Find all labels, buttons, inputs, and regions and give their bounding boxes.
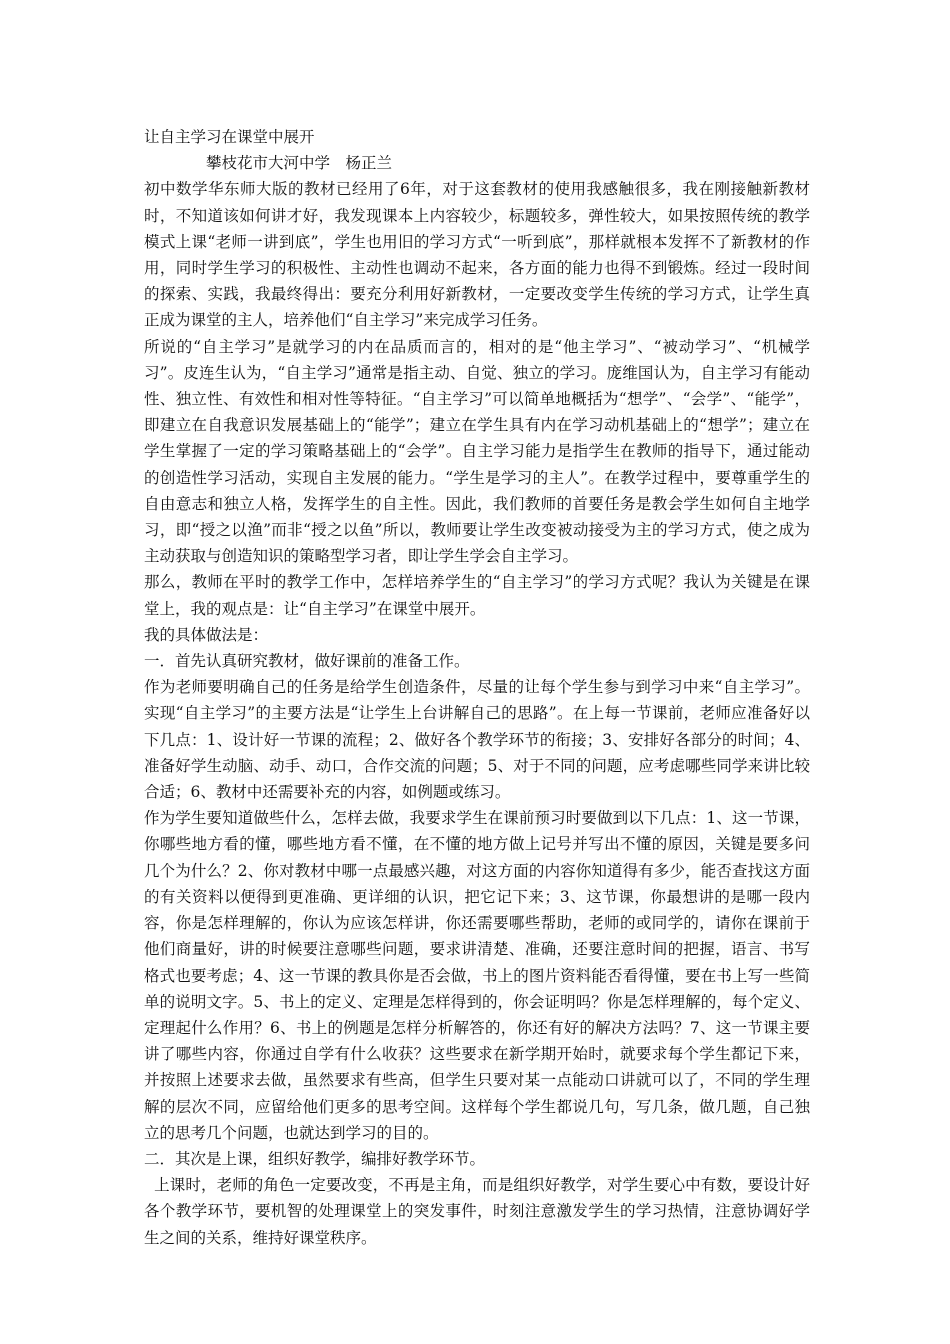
paragraph-question: 那么，教师在平时的教学工作中，怎样培养学生的“自主学习”的学习方式呢？我认为关键是在课堂上，我的观点是：让“自主学习”在课堂中展开。 <box>144 573 810 618</box>
paragraph-intro: 初中数学华东师大版的教材已经用了6年，对于这套教材的使用我感触很多，我在刚接触新教材时，不知道该如何讲才好，我发现课本上内容较少，标题较多，弹性较大，如果按照传统的教学模式上课“老师一讲到底”，学生也用旧的学习方式“一听到底”，那样就根本发挥不了新教材的作用，同时学生学习的积极性、主动性也调动不起来，各方面的能力也得不到锻炼。经过一段时间的探索、实践，我最终得出：要充分利用好新教材，一定要改变学生传统的学习方式，让学生真正成为课堂的主人，培养他们“自主学习”来完成学习任务。 <box>144 180 810 330</box>
document-page <box>144 124 810 1251</box>
paragraph-student-prep: 作为学生要知道做些什么，怎样去做，我要求学生在课前预习时要做到以下几点：1、这一节课，你哪些地方看的懂，哪些地方看不懂，在不懂的地方做上记号并写出不懂的原因，关键是要多问几个为什么？2、你对教材中哪一点最感兴趣，对这方面的内容你知道得有多少，能否查找这方面的有关资料以便得到更准确、更详细的认识，把它记下来；3、这节课，你最想讲的是哪一段内容，你是怎样理解的，你认为应该怎样讲，你还需要哪些帮助，老师的或同学的，请你在课前于他们商量好，讲的时候要注意哪些问题，要求讲清楚、准确，还要注意时间的把握，语言、书写格式也要考虑；4、这一节课的教具你是否会做，书上的图片资料能否看得懂，要在书上写一些简单的说明文字。5、书上的定义、定理是怎样得到的，你会证明吗？你是怎样理解的，每个定义、定理起什么作用？6、书上的例题是怎样分析解答的，你还有好的解决方法吗？7、这一节课主要讲了哪些内容，你通过自学有什么收获？这些要求在新学期开始时，就要求每个学生都记下来，并按照上述要求去做，虽然要求有些高，但学生只要对某一点能动口讲就可以了，不同的学生理解的层次不同，应留给他们更多的思考空间。这样每个学生都说几句，写几条，做几题，自己独立的思考几个问题，也就达到学习的目的。 <box>144 809 810 1142</box>
section-heading-2: 二．其次是上课，组织好教学，编排好教学环节。 <box>144 1149 486 1168</box>
paragraph-class-organization: 上课时，老师的角色一定要改变，不再是主角，而是组织好教学，对学生要心中有数，要设计好各个教学环节，要机智的处理课堂上的突发事件，时刻注意激发学生的学习热情，注意协调好学生之间的关系，维持好课堂秩序。 <box>144 1176 810 1247</box>
paragraph-definition: 所说的“自主学习”是就学习的内在品质而言的，相对的是“他主学习”、“被动学习”、“机械学习”。皮连生认为，“自主学习”通常是指主动、自觉、独立的学习。庞维国认为，自主学习有能动性、独立性、有效性和相对性等特征。“自主学习”可以简单地概括为“想学”、“会学”、“能学”，即建立在自我意识发展基础上的“能学”；建立在学生具有内在学习动机基础上的“想学”；建立在学生掌握了一定的学习策略基础上的“会学”。自主学习能力是指学生在教师的指导下，通过能动的创造性学习活动，实现自主发展的能力。“学生是学习的主人”。在教学过程中，要尊重学生的自由意志和独立人格，发挥学生的自主性。因此，我们教师的首要任务是教会学生如何自主地学习，即“授之以渔”而非“授之以鱼”所以，教师要让学生改变被动接受为主的学习方式，使之成为主动获取与创造知识的策略型学习者，即让学生学会自主学习。 <box>144 337 810 566</box>
paragraph-teacher-prep: 作为老师要明确自己的任务是给学生创造条件，尽量的让每个学生参与到学习中来“自主学习”。实现“自主学习”的主要方法是“让学生上台讲解自己的思路”。在上每一节课前，老师应准备好以下几点：1、设计好一节课的流程；2、做好各个教学环节的衔接；3、安排好各部分的时间；4、准备好学生动脑、动手、动口，合作交流的问题；5、对于不同的问题，应考虑哪些同学来讲比较合适；6、教材中还需要补充的内容，如例题或练习。 <box>144 678 810 802</box>
paragraph-method-intro: 我的具体做法是： <box>144 625 269 644</box>
author-line: 攀枝花市大河中学 杨正兰 <box>206 154 393 173</box>
document-title: 让自主学习在课堂中展开 <box>144 128 315 146</box>
section-heading-1: 一．首先认真研究教材，做好课前的准备工作。 <box>144 652 470 671</box>
